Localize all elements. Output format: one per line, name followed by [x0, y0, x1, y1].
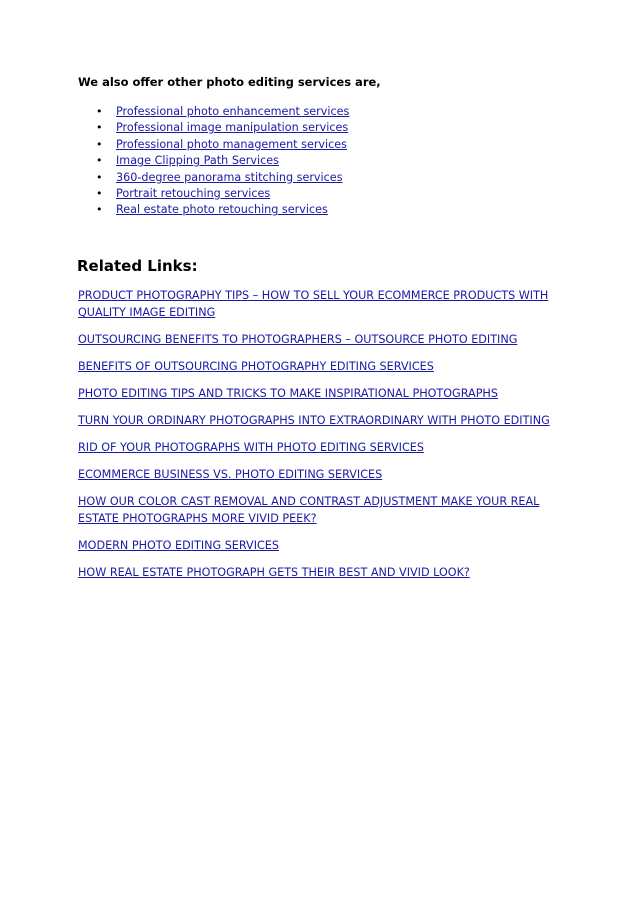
service-link[interactable]: Professional image manipulation services: [116, 121, 349, 135]
list-item: [78, 153, 538, 169]
intro-text: We also offer other photo editing services are,: [78, 75, 381, 89]
bullet-icon: •: [96, 203, 103, 217]
related-links-heading: Related Links:: [77, 257, 198, 275]
service-link[interactable]: Image Clipping Path Services: [116, 154, 279, 168]
bullet-icon: •: [96, 186, 103, 200]
bullet-icon: •: [96, 170, 103, 184]
list-item: [78, 137, 538, 153]
bullet-icon: •: [96, 137, 103, 151]
related-link[interactable]: HOW OUR COLOR CAST REMOVAL AND CONTRAST ADJUSTMENT MAKE YOUR REAL ESTATE PHOTOGRAPHS MORE VIVID PEEK?: [78, 495, 540, 525]
related-link[interactable]: HOW REAL ESTATE PHOTOGRAPH GETS THEIR BEST AND VIVID LOOK?: [78, 566, 470, 579]
related-link[interactable]: RID OF YOUR PHOTOGRAPHS WITH PHOTO EDITING SERVICES: [78, 441, 424, 454]
related-links-list: [78, 287, 568, 591]
list-item: [78, 120, 538, 136]
related-link[interactable]: BENEFITS OF OUTSOURCING PHOTOGRAPHY EDITING SERVICES: [78, 360, 434, 373]
service-link[interactable]: Professional photo management services: [116, 137, 348, 151]
list-item: [78, 186, 538, 202]
bullet-icon: •: [96, 105, 103, 118]
service-link[interactable]: 360-degree panorama stitching services: [116, 170, 343, 184]
list-item: [78, 170, 538, 186]
related-link[interactable]: PHOTO EDITING TIPS AND TRICKS TO MAKE INSPIRATIONAL PHOTOGRAPHS: [78, 387, 498, 400]
list-item: [78, 104, 538, 120]
services-list: [78, 104, 538, 219]
bullet-icon: •: [96, 121, 103, 135]
bullet-icon: •: [96, 154, 103, 168]
service-link[interactable]: Portrait retouching services: [116, 186, 271, 200]
related-link[interactable]: TURN YOUR ORDINARY PHOTOGRAPHS INTO EXTRAORDINARY WITH PHOTO EDITING: [78, 414, 550, 427]
service-link[interactable]: Professional photo enhancement services: [116, 105, 350, 118]
service-link[interactable]: Real estate photo retouching services: [116, 203, 328, 217]
related-link[interactable]: PRODUCT PHOTOGRAPHY TIPS – HOW TO SELL YOUR ECOMMERCE PRODUCTS WITH QUALITY IMAGE EDITING: [78, 289, 549, 319]
list-item: [78, 202, 538, 218]
related-link[interactable]: OUTSOURCING BENEFITS TO PHOTOGRAPHERS – OUTSOURCE PHOTO EDITING: [78, 333, 518, 346]
related-link[interactable]: ECOMMERCE BUSINESS VS. PHOTO EDITING SERVICES: [78, 468, 383, 481]
related-link[interactable]: MODERN PHOTO EDITING SERVICES: [78, 539, 279, 552]
